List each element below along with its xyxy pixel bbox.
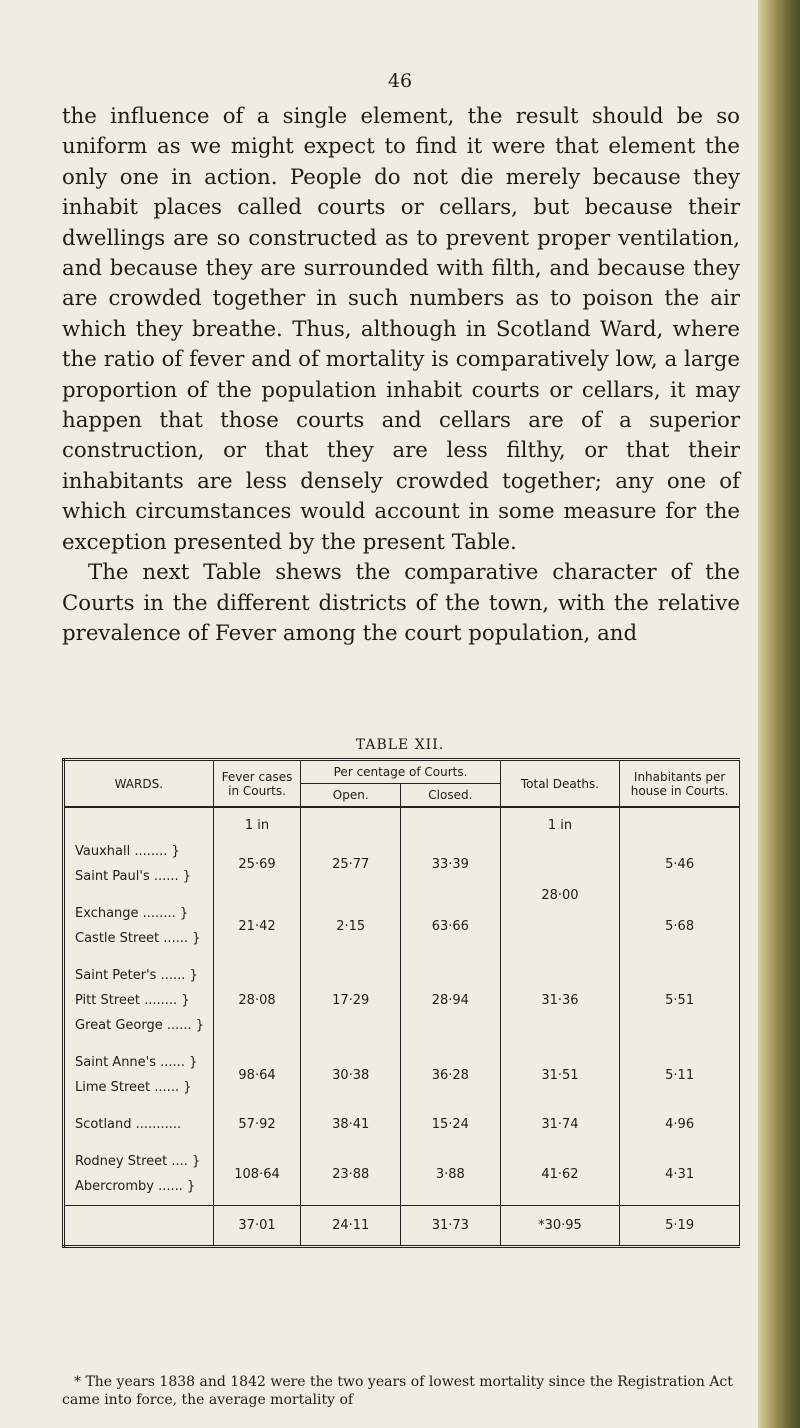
table-row: Scotland ........... 57·92 38·41 15·24 31·74 4·96 <box>64 1106 740 1143</box>
unit-label: 1 in <box>213 807 301 833</box>
table-title: TABLE XII. <box>355 737 445 753</box>
header-fever: Fever cases in Courts. <box>213 760 301 808</box>
body-text <box>62 102 740 649</box>
header-wards: WARDS. <box>64 760 214 808</box>
page-number: 46 <box>387 70 413 92</box>
table-xii <box>62 758 740 1248</box>
table-row: Vauxhall ........ } Saint Paul's ...... } 25·69 25·77 33·39 28·00 5·46 <box>64 833 740 895</box>
header-per-centage: Per centage of Courts. <box>301 760 500 784</box>
header-inhabitants: Inhabitants per house in Courts. <box>620 760 740 808</box>
totals-row: 37·01 24·11 31·73 *30·95 5·19 <box>64 1206 740 1247</box>
page-edge <box>758 0 800 1428</box>
paragraph-1: the influence of a single element, the result should be so uniform as we might expect to find it were that element the only one in action. People do not die merely because they inhabit places called courts or cellars, but because their dwellings are so constructed as to prevent proper ventilation, and because they are surrounded with filth, and because they are crowded together in such numbers as to poison the air which they breathe. Thus, although in Scotland Ward, where the ratio of fever and of mortality is comparatively low, a large proportion of the population inhabit courts or cellars, it may happen that those courts and cellars are of a superior construction, or that they are less filthy, or that their inhabitants are less densely crowded together; any one of which circumstances would account in some measure for the exception presented by the present Table. <box>62 104 740 555</box>
unit-label: 1 in <box>500 807 620 833</box>
table-row: Saint Peter's ...... } Pitt Street ........ } Great George ...... } 28·08 17·29 28·94 31·36 5·51 <box>64 957 740 1044</box>
footnote <box>62 1373 742 1409</box>
header-closed: Closed. <box>401 784 501 808</box>
table-row: Saint Anne's ...... } Lime Street ...... } 98·64 30·38 36·28 31·51 5·11 <box>64 1044 740 1106</box>
header-total-deaths: Total Deaths. <box>500 760 620 808</box>
table-row: Rodney Street .... } Abercromby ...... } 108·64 23·88 3·88 41·62 4·31 <box>64 1143 740 1206</box>
footnote-text: * The years 1838 and 1842 were the two years of lowest mortality since the Registration Act came into force, the average mortality of <box>62 1374 733 1408</box>
header-open: Open. <box>301 784 401 808</box>
deaths-braced: 28·00 <box>500 833 620 957</box>
paragraph-2: The next Table shews the comparative character of the Courts in the different districts of the town, with the relative prevalence of Fever among the court population, and <box>62 560 740 646</box>
table-row: Exchange ........ } Castle Street ...... } 21·42 2·15 63·66 5·68 <box>64 895 740 957</box>
unit-row <box>64 807 740 833</box>
